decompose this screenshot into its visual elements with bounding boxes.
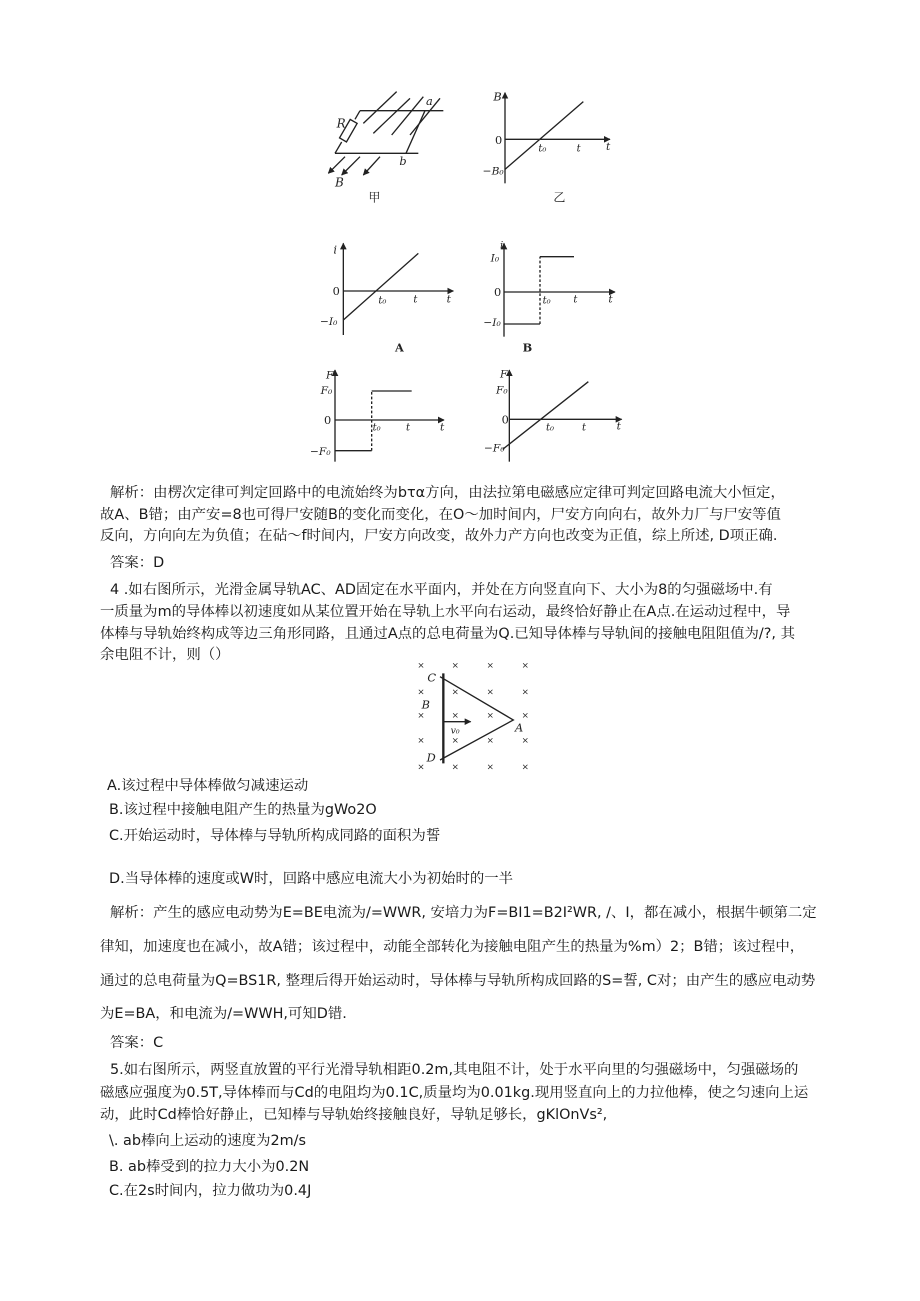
q3-answer: 答案：D (110, 555, 165, 571)
label-a: a (426, 94, 433, 108)
caption-A: A (395, 340, 404, 355)
graph-B (504, 243, 615, 336)
q4-analysis-line: 通过的总电荷量为Q=BS1R, 整理后得开始运动时，导体棒与导轨所构成回路的S=誓, C对；由产生的感应电动势 (100, 973, 816, 989)
svg-text:×: × (521, 661, 529, 671)
svg-text:×: × (451, 687, 459, 698)
q4-answer: 答案：C (110, 1035, 164, 1051)
q4-analysis-line: 律知，加速度也在减小，故A错；该过程中，动能全部转化为接触电阻产生的热量为%m）2；B错；该过程中， (100, 939, 805, 955)
q4-triangle-figure (400, 650, 540, 775)
q4-analysis-line: 为E=BA，和电流为/=WWH,可知D错. (100, 1006, 347, 1022)
yi-neg: −B₀ (482, 164, 504, 178)
D-t0: t₀ (546, 422, 555, 434)
yi-zero: 0 (495, 133, 503, 147)
caption-jia: 甲 (368, 190, 381, 205)
svg-text:×: × (451, 762, 459, 773)
label-b: b (399, 154, 407, 168)
graph-A (343, 243, 453, 335)
yi-t: t (576, 143, 581, 155)
svg-text:×: × (521, 736, 529, 746)
svg-text:×: × (451, 711, 459, 721)
graph-D (503, 370, 622, 462)
q4-stem-line: 余电阻不计，则（） (100, 647, 230, 663)
tri-B: B (421, 697, 430, 712)
A-taxis: t (446, 292, 451, 306)
q3-analysis-line: 解析：由楞次定律可判定回路中的电流始终为bτα方向，由法拉第电磁感应定律可判定回路电流大小恒定， (110, 485, 785, 501)
svg-text:×: × (417, 762, 425, 773)
q4-stem-line: 4 .如右图所示，光滑金属导轨AC、AD固定在水平面内，并处在方向竖直向下、大小为8的匀强磁场中.有 (110, 582, 773, 598)
B-t0: t₀ (542, 295, 551, 307)
q4-option-a: A.该过程中导体棒做匀减速运动 (107, 778, 309, 794)
q4-analysis-line: 解析：产生的感应电动势为E=BE电流为/=WWR, 安培力为F=BI1=B2I²WR, /、I，都在减小，根据牛顿第二定 (110, 905, 817, 921)
q4-option-b: B.该过程中接触电阻产生的热量为gWo2O (109, 802, 377, 818)
svg-text:×: × (417, 661, 425, 671)
svg-text:×: × (451, 661, 459, 671)
q3-analysis-line: 故A、B错；由产安=8也可得尸安随B的变化而变化，在O～加时间内，尸安方向向右，故外力厂与尸安等值 (100, 507, 781, 523)
q5-option-a: \. ab棒向上运动的速度为2m/s (109, 1133, 306, 1149)
q3-figures (310, 80, 630, 470)
C-pos: F₀ (320, 384, 333, 397)
svg-text:×: × (417, 711, 425, 721)
q5-stem-line: 动，此时Cd棒恰好静止，已知棒与导轨始终接触良好，导轨足够长，gKlOnVs², (100, 1107, 608, 1123)
B-taxis: t (608, 292, 613, 306)
q5-option-c: C.在2s时间内，拉力做功为0.4J (109, 1183, 312, 1199)
svg-text:×: × (486, 736, 494, 746)
label-R: R (336, 116, 346, 131)
q5-option-b: B. ab棒受到的拉力大小为0.2N (109, 1159, 310, 1175)
A-ylabel: i (333, 242, 337, 257)
label-B-field: B (335, 175, 344, 190)
q3-analysis-line: 反向，方向向左为负值；在砧～f时间内，尸安方向改变，故外力产方向也改变为正值，综上所述, D项正确. (100, 528, 778, 544)
yi-t0: t₀ (538, 143, 547, 155)
B-t: t (573, 294, 578, 306)
B-ylabel: i (500, 240, 504, 252)
graph-C (335, 370, 444, 462)
yi-taxis: t (606, 140, 611, 153)
C-neg: −F₀ (310, 445, 331, 458)
q4-stem-line: 体棒与导轨始终构成等边三角形同路，且通过A点的总电荷量为Q.已知导体棒与导轨间的接触电阻阻值为/?, 其 (100, 626, 795, 642)
C-taxis: t (440, 420, 445, 434)
D-neg: −F₀ (484, 441, 505, 455)
A-zero: 0 (332, 284, 340, 298)
svg-text:×: × (521, 762, 529, 773)
svg-text:×: × (417, 736, 425, 746)
caption-B: B (522, 340, 533, 355)
tri-D: D (426, 750, 436, 765)
q5-stem-line: 磁感应强度为0.5T,导体棒而与Cd的电阻均为0.1C,质量均为0.01kg.现用竖直向上的力拉他棒，使之匀速向上运 (100, 1085, 809, 1101)
svg-text:×: × (417, 687, 425, 698)
C-t0: t₀ (372, 422, 381, 434)
B-neg: −I₀ (483, 316, 501, 329)
svg-text:×: × (521, 711, 529, 721)
D-taxis: t (616, 419, 621, 433)
svg-text:×: × (486, 687, 494, 698)
q5-stem-line: 5.如右图所示，两竖直放置的平行光滑导轨相距0.2m,其电阻不计，处于水平向里的匀强磁场中，匀强磁场的 (110, 1062, 799, 1078)
yi-ylabel: B (493, 89, 502, 104)
D-ylabel: F (500, 367, 508, 381)
tri-v0: v₀ (450, 725, 460, 737)
A-t0: t₀ (378, 295, 387, 307)
D-zero: 0 (501, 412, 509, 427)
C-ylabel: F (326, 368, 334, 382)
C-t: t (406, 422, 411, 434)
svg-text:×: × (451, 736, 459, 746)
svg-text:×: × (486, 711, 494, 721)
q4-option-c: C.开始运动时，导体棒与导轨所构成同路的面积为誓 (109, 828, 441, 844)
q4-option-d: D.当导体棒的速度或W时，回路中感应电流大小为初始时的一半 (109, 871, 514, 887)
D-t: t (582, 422, 587, 434)
B-pos: I₀ (490, 251, 500, 265)
C-zero: 0 (324, 413, 332, 427)
tri-A: A (515, 720, 524, 735)
tri-C: C (427, 670, 437, 685)
svg-text:×: × (521, 687, 529, 698)
svg-text:×: × (486, 762, 494, 773)
graph-yi (505, 93, 610, 184)
A-neg: −I₀ (320, 315, 338, 328)
svg-text:×: × (486, 661, 494, 671)
A-t: t (413, 294, 418, 306)
caption-yi: 乙 (553, 190, 566, 205)
B-zero: 0 (494, 285, 502, 299)
q4-stem-line: 一质量为m的导体棒以初速度如从某位置开始在导轨上水平向右运动，最终恰好静止在A点.在运动过程中，导 (100, 604, 791, 620)
D-pos: F₀ (496, 383, 508, 397)
